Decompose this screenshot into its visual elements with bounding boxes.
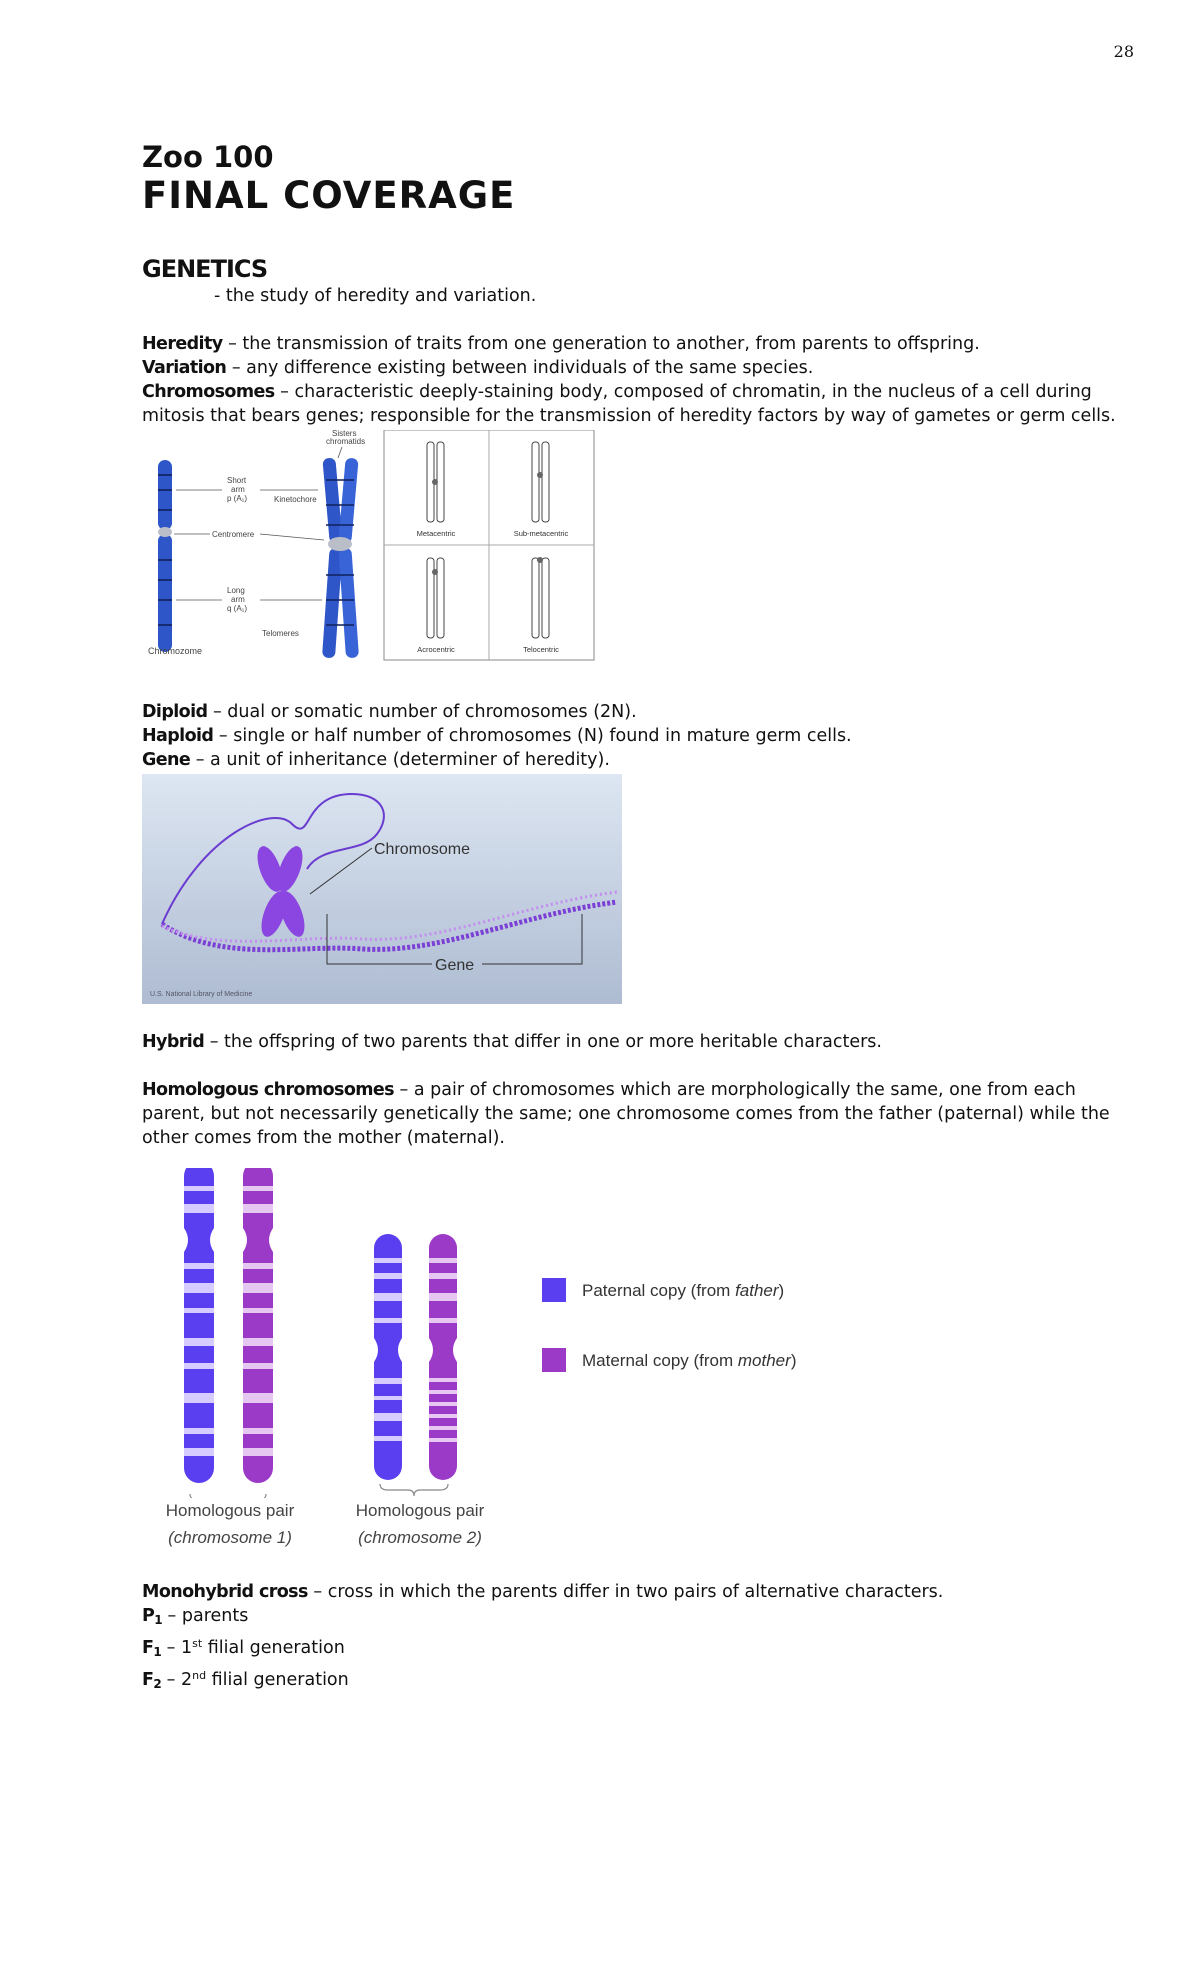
page-title: FINAL COVERAGE [142, 174, 516, 217]
legend-swatch-maternal [542, 1348, 566, 1372]
definition-text: – a pair of chromosomes which are morphologically the same, one from each parent, but not necessarily genetically the same; one chromosome comes from the father (paternal) while the other comes from the mother (maternal). [142, 1080, 1110, 1148]
definition-heredity [142, 332, 1142, 356]
definition-text: – the offspring of two parents that differ in one or more heritable characters. [204, 1032, 882, 1052]
definition-text: – the transmission of traits from one generation to another, from parents to offspring. [222, 334, 980, 354]
page-number: 28 [1113, 42, 1134, 61]
term: $F_2$ [142, 1670, 162, 1691]
credit-label: U.S. National Library of Medicine [150, 991, 253, 998]
definition-text: – any difference existing between individuals of the same species. [226, 358, 814, 378]
label-short: Short [227, 476, 247, 485]
legend-paternal: Paternal copy (from father) [582, 1281, 785, 1300]
term: Hybrid [142, 1032, 205, 1052]
legend-swatch-paternal [542, 1278, 566, 1302]
label-sisters: Sisters [332, 430, 357, 438]
definition-text: – cross in which the parents differ in two pairs of alternative characters. [307, 1582, 944, 1602]
term: Haploid [142, 726, 214, 746]
chromosome-gene-figure [142, 774, 622, 1004]
label-arm1: arm [231, 485, 245, 494]
type-acrocentric: Acrocentric [417, 645, 455, 654]
label-long: Long [227, 586, 245, 595]
label-p: p (A₁) [227, 494, 248, 503]
term: Variation [142, 358, 227, 378]
definition-text: – a unit of inheritance (determiner of heredity). [190, 750, 610, 770]
label-chromatids: chromatids [326, 437, 366, 446]
term: Monohybrid cross [142, 1582, 308, 1602]
gene-label: Gene [435, 957, 475, 974]
definition-text: – single or half number of chromosomes (N) found in mature germ cells. [213, 726, 852, 746]
legend [542, 1278, 796, 1372]
definition-homologous [142, 1078, 1142, 1150]
definition-diploid [142, 700, 1142, 724]
chromosome-label: Chromosome [374, 841, 471, 858]
term: Diploid [142, 702, 208, 722]
definition-gene [142, 748, 1142, 772]
pair2-label: Homologous pair [355, 1501, 485, 1520]
type-sub-metacentric: Sub-metacentric [513, 529, 569, 538]
definition-variation [142, 356, 1142, 380]
single-chromosome-illustration [158, 460, 172, 652]
document-body [142, 140, 1142, 1696]
course-code: Zoo 100 [142, 140, 274, 174]
homologous-pairs-figure [142, 1168, 842, 1498]
generation-f2: $F_2 - 2nd$ filial generation [142, 1669, 349, 1691]
definition-text: – dual or somatic number of chromosomes (2N). [207, 702, 637, 722]
type-telocentric: Telocentric [523, 645, 559, 654]
generation-p1: $P_1$ – parents [142, 1606, 249, 1627]
type-metacentric: Metacentric [416, 529, 456, 538]
term: $P_1$ [142, 1606, 162, 1627]
definition-hybrid [142, 1030, 1142, 1054]
sister-chromatids-illustration [322, 458, 359, 659]
pair1-label: Homologous pair [165, 1501, 295, 1520]
term: Gene [142, 750, 191, 770]
definition-haploid [142, 724, 1142, 748]
term: Homologous chromosomes [142, 1080, 394, 1100]
term: $F_1$ [142, 1638, 162, 1659]
definition-chromosomes [142, 380, 1142, 428]
label-chromozome: Chromozome [148, 646, 203, 656]
term: Chromosomes [142, 382, 275, 402]
label-arm2: arm [231, 595, 245, 604]
chromosome-structure-figure [142, 430, 602, 670]
legend-maternal: Maternal copy (from mother) [582, 1351, 797, 1370]
homologous-captions [142, 1498, 842, 1558]
chromosome-types-grid [384, 430, 594, 660]
homologous-pair-1 [184, 1168, 273, 1498]
pair2-sub: (chromosome 2) [358, 1528, 482, 1547]
label-q: q (A₁) [227, 604, 248, 613]
term: Heredity [142, 334, 223, 354]
label-telomeres: Telomeres [262, 629, 299, 638]
definition-text: – characteristic deeply-staining body, composed of chromatin, in the nucleus of a cell during mitosis that bears genes; responsible for the transmission of heredity factors by way of gametes or germ cells. [142, 382, 1116, 426]
pair1-sub: (chromosome 1) [168, 1528, 292, 1547]
genetics-definition: - the study of heredity and variation. [214, 286, 537, 306]
generation-f1: $F_1 - 1st$ filial generation [142, 1637, 345, 1659]
definition-monohybrid [142, 1580, 1142, 1604]
homologous-pair-2 [374, 1234, 457, 1496]
section-heading-genetics: GENETICS [142, 255, 268, 283]
label-kinetochore: Kinetochore [274, 495, 317, 504]
label-centromere: Centromere [212, 530, 255, 539]
